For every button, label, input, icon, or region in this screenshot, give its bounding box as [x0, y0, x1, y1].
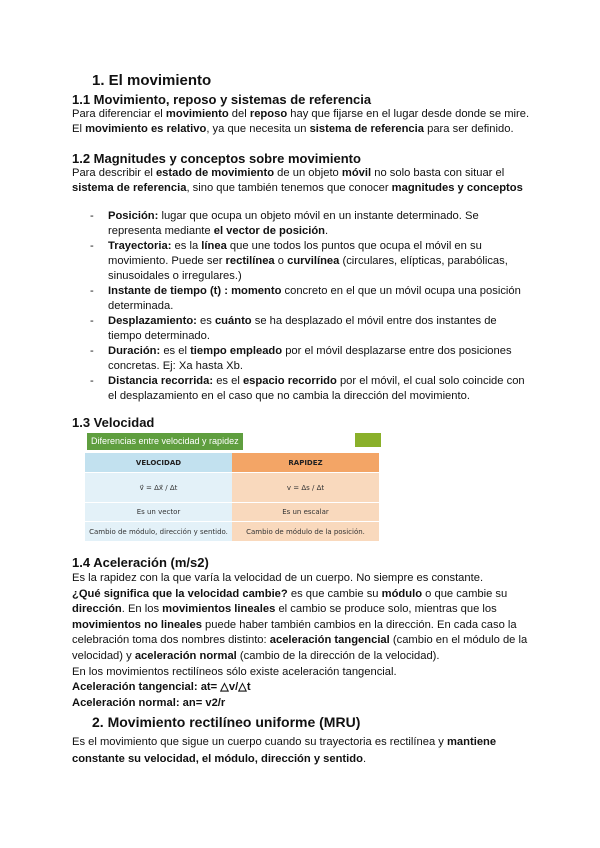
- text-segment: el cambio se produce solo, mientras que los: [275, 603, 497, 616]
- velocity-column: [85, 453, 232, 541]
- text-segment: Para describir el: [72, 167, 156, 179]
- bold-text: mantiene constante su velocidad, el módulo, dirección y sentido: [72, 736, 497, 765]
- list-item: [90, 374, 530, 404]
- formula-rapidez: v = Δs / Δt: [232, 473, 379, 503]
- logo-icon: [355, 433, 381, 447]
- list-item: [90, 284, 530, 314]
- bold-text: cuánto: [214, 315, 252, 327]
- bold-text: movimientos no lineales: [72, 618, 202, 631]
- text-segment: es que cambie su: [287, 587, 382, 600]
- text-segment: . En los: [121, 603, 163, 616]
- list-item: [90, 209, 530, 239]
- text-segment: En los movimientos rectilíneos sólo existe aceleración tangencial.: [72, 665, 397, 678]
- text-segment: de un objeto: [274, 167, 342, 179]
- concepts-list: [90, 209, 530, 404]
- bold-text: movimiento es relativo: [85, 123, 207, 135]
- speed-column: [232, 453, 379, 541]
- bold-text: Instante de tiempo (t) : momento: [108, 285, 282, 297]
- text-segment: es: [196, 315, 215, 327]
- bold-text: reposo: [249, 108, 288, 120]
- text-segment: que une todos los puntos que ocupa el móvil en su movimiento. Puede ser: [108, 240, 482, 267]
- change-velocidad: Cambio de módulo, dirección y sentido.: [85, 522, 232, 542]
- bold-text: Distancia recorrida:: [108, 375, 214, 387]
- bold-text: ¿Qué significa que la velocidad cambie?: [72, 587, 288, 600]
- section-title-mru: 2. Movimiento rectilíneo uniforme (MRU): [92, 714, 361, 730]
- bold-text: rectilínea: [225, 255, 275, 267]
- section-title-movimiento: 1. El movimiento: [92, 72, 212, 89]
- paragraph-mru: [72, 734, 534, 768]
- bold-text: movimientos lineales: [162, 603, 276, 616]
- text-segment: para ser definido.: [424, 123, 514, 135]
- bold-text: magnitudes y conceptos: [391, 182, 523, 194]
- text-segment: (cambio de la dirección de la velocidad).: [236, 649, 440, 662]
- bold-text: aceleración normal: [134, 649, 237, 662]
- paragraph-aceleracion: [72, 571, 534, 711]
- text-segment: , ya que necesita un: [206, 123, 310, 135]
- text-segment: o que cambie su: [422, 587, 508, 600]
- velocity-vs-speed-table: [85, 433, 381, 541]
- text-segment: es la: [171, 240, 202, 252]
- text-segment: por el móvil, el cual solo coincide con el desplazamiento en el caso que no cambia la dirección del movimiento.: [108, 375, 525, 402]
- text-segment: por el móvil desplazarse entre dos posiciones concretas. Ej: Xa hasta Xb.: [108, 345, 512, 372]
- text-segment: es el: [160, 345, 191, 357]
- text-segment: es el: [213, 375, 243, 387]
- bold-text: sistema de referencia: [309, 123, 424, 135]
- bold-text: aceleración tangencial: [269, 634, 390, 647]
- paragraph-reposo: [72, 107, 534, 137]
- bold-text: espacio recorrido: [242, 375, 337, 387]
- text-segment: (circulares, elípticas, parabólicas, sinusoidales o irregulares.): [108, 255, 508, 282]
- text-segment: no solo basta con situar el: [371, 167, 505, 179]
- table-title: Diferencias entre velocidad y rapidez: [87, 433, 243, 450]
- bold-text: línea: [201, 240, 227, 252]
- text-segment: hay que fijarse en el lugar desde donde se mire. El: [72, 108, 530, 135]
- text-segment: Es la rapidez con la que varía la velocidad de un cuerpo. No siempre es constante.: [72, 572, 484, 584]
- text-segment: .: [362, 753, 367, 765]
- subsection-title-1-1: 1.1 Movimiento, reposo y sistemas de referencia: [72, 92, 372, 107]
- text-segment: del: [228, 108, 250, 120]
- text-segment: Para diferenciar el: [72, 108, 166, 120]
- bold-text: dirección: [72, 603, 122, 616]
- bold-text: movimiento: [165, 108, 229, 120]
- bold-text: Trayectoria:: [108, 240, 172, 252]
- text-segment: puede haber también cambios en la dirección. En cada caso la celebración toma dos nombres distinto:: [72, 618, 517, 647]
- bold-text: tiempo empleado: [190, 345, 283, 357]
- text-segment: o: [274, 255, 288, 267]
- bold-text: Aceleración tangencial: at= △v/△t: [72, 681, 251, 694]
- bold-text: módulo: [381, 587, 423, 600]
- header-rapidez: RAPIDEZ: [232, 453, 379, 473]
- bold-text: móvil: [341, 167, 372, 179]
- type-rapidez: Es un escalar: [232, 503, 379, 522]
- bold-text: Posición:: [108, 210, 159, 222]
- bold-text: sistema de referencia: [72, 182, 187, 194]
- subsection-title-1-4: 1.4 Aceleración (m/s2): [72, 555, 209, 570]
- text-segment: (cambio en el módulo de la velocidad) y: [72, 634, 528, 662]
- subsection-title-1-2: 1.2 Magnitudes y conceptos sobre movimiento: [72, 151, 361, 166]
- list-item: [90, 239, 530, 284]
- subsection-title-1-3: 1.3 Velocidad: [72, 415, 155, 430]
- list-item: [90, 344, 530, 374]
- bold-text: curvilínea: [287, 255, 340, 267]
- formula-velocidad: v⃗ = Δx⃗ / Δt: [85, 473, 232, 503]
- text-segment: concreto en el que un móvil ocupa una posición determinada.: [108, 285, 521, 312]
- header-velocidad: VELOCIDAD: [85, 453, 232, 473]
- type-velocidad: Es un vector: [85, 503, 232, 522]
- bold-text: Desplazamiento:: [108, 315, 197, 327]
- text-segment: se ha desplazado el móvil entre dos instantes de tiempo determinado.: [108, 315, 497, 342]
- paragraph-magnitudes: [72, 166, 534, 196]
- bold-text: estado de movimiento: [155, 167, 275, 179]
- bold-text: Aceleración normal: an= v2/r: [72, 696, 226, 709]
- text-segment: lugar que ocupa un objeto móvil en un instante determinado. Se representa mediante: [108, 210, 479, 237]
- change-rapidez: Cambio de módulo de la posición.: [232, 522, 379, 542]
- bold-text: Duración:: [108, 345, 161, 357]
- text-segment: , sino que también tenemos que conocer: [186, 182, 392, 194]
- text-segment: .: [325, 225, 329, 237]
- text-segment: Es el movimiento que sigue un cuerpo cuando su trayectoria es rectilínea y: [72, 736, 447, 748]
- list-item: [90, 314, 530, 344]
- bold-text: el vector de posición: [213, 225, 326, 237]
